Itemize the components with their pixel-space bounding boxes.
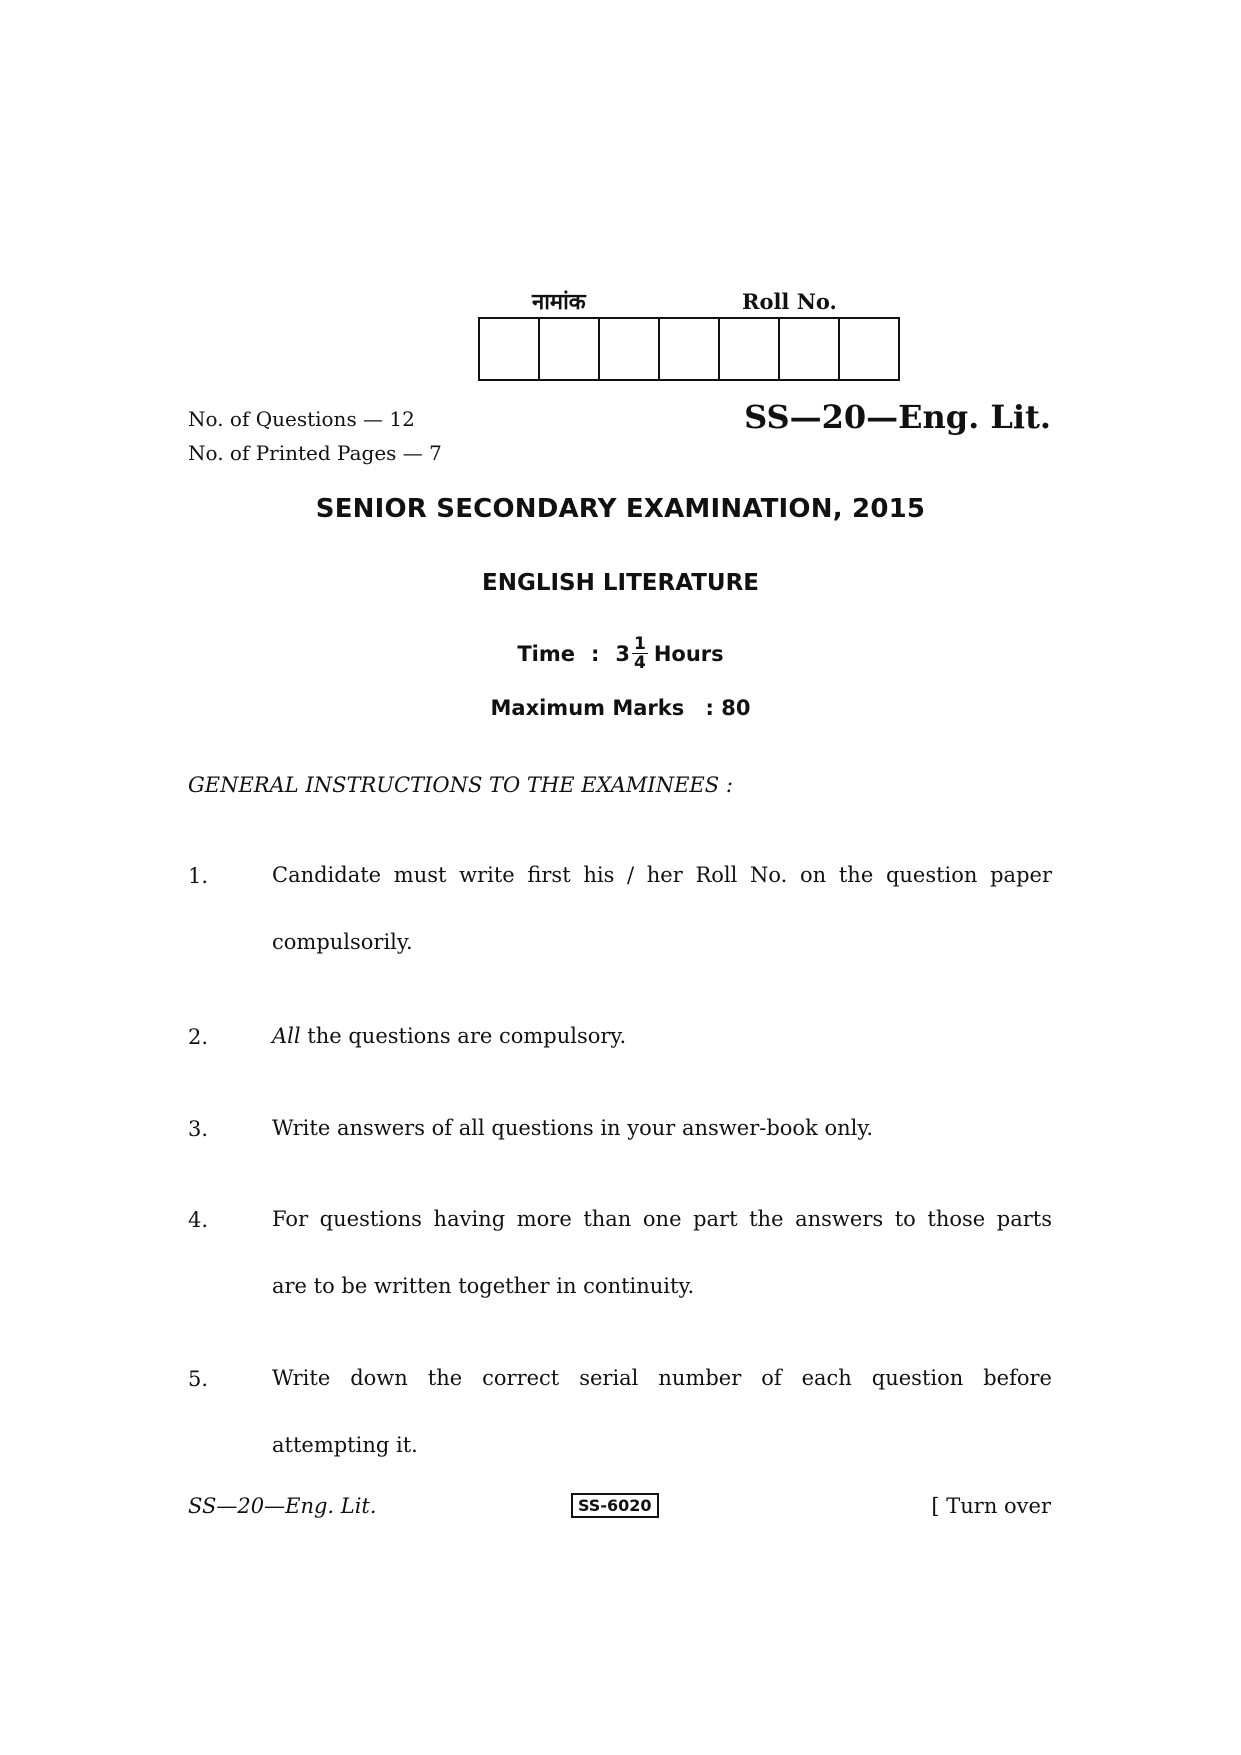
instruction-emphasis: All	[272, 1024, 301, 1048]
maximum-marks	[0, 696, 1241, 720]
paper-code: SS—20—Eng. Lit.	[744, 398, 1051, 436]
instruction-line: attempting it.	[272, 1433, 418, 1457]
instructions-heading: GENERAL INSTRUCTIONS TO THE EXAMINEES :	[188, 773, 733, 797]
marks-value: : 80	[705, 696, 751, 720]
instruction-number: 5.	[188, 1367, 209, 1391]
roll-digit-box	[540, 319, 600, 379]
time-fraction	[632, 635, 648, 672]
questions-count: No. of Questions — 12	[188, 407, 415, 431]
instruction-line: Write down the correct serial number of each question before	[272, 1366, 1052, 1390]
printed-pages: No. of Printed Pages — 7	[188, 441, 442, 465]
roll-digit-box	[660, 319, 720, 379]
time-numerator: 1	[634, 634, 646, 654]
time-whole: 3	[615, 641, 631, 666]
instruction-number: 4.	[188, 1208, 209, 1232]
exam-title: SENIOR SECONDARY EXAMINATION, 2015	[315, 494, 926, 524]
subject-title: ENGLISH LITERATURE	[482, 570, 759, 596]
instruction-text	[272, 1345, 1052, 1479]
roll-digit-box	[840, 319, 898, 379]
instruction-line: the questions are compulsory.	[300, 1024, 627, 1048]
roll-digit-box	[720, 319, 780, 379]
roll-digit-box	[780, 319, 840, 379]
instruction-text	[272, 1186, 1052, 1320]
instruction-number: 2.	[188, 1025, 209, 1049]
time-separator: :	[590, 641, 600, 666]
instruction-line: are to be written together in continuity.	[272, 1274, 695, 1298]
instruction-text	[272, 1095, 1052, 1162]
footer-paper-code: SS—20—Eng. Lit.	[188, 1494, 377, 1518]
instruction-text	[272, 842, 1052, 976]
time-label: Time	[517, 641, 575, 666]
roll-digit-box	[480, 319, 540, 379]
instruction-text	[272, 1003, 1052, 1070]
instruction-line: Candidate must write first his / her Roll No. on the question paper	[272, 863, 1052, 887]
instruction-line: For questions having more than one part the answers to those parts	[272, 1207, 1052, 1231]
roll-label: Roll No.	[742, 289, 837, 314]
time-unit: Hours	[653, 641, 724, 666]
turn-over-note: [ Turn over	[931, 1494, 1051, 1518]
time-denominator: 4	[634, 653, 646, 673]
roll-label-hindi: नामांक	[532, 290, 586, 315]
marks-label: Maximum Marks	[490, 696, 685, 720]
instruction-line: compulsorily.	[272, 930, 413, 954]
roll-digit-box	[600, 319, 660, 379]
instruction-number: 3.	[188, 1117, 209, 1141]
time-allowed	[0, 635, 1241, 672]
footer-series-code: SS-6020	[571, 1493, 659, 1518]
roll-number-boxes	[478, 317, 900, 381]
instruction-number: 1.	[188, 864, 209, 888]
instruction-line: Write answers of all questions in your answer-book only.	[272, 1116, 874, 1140]
